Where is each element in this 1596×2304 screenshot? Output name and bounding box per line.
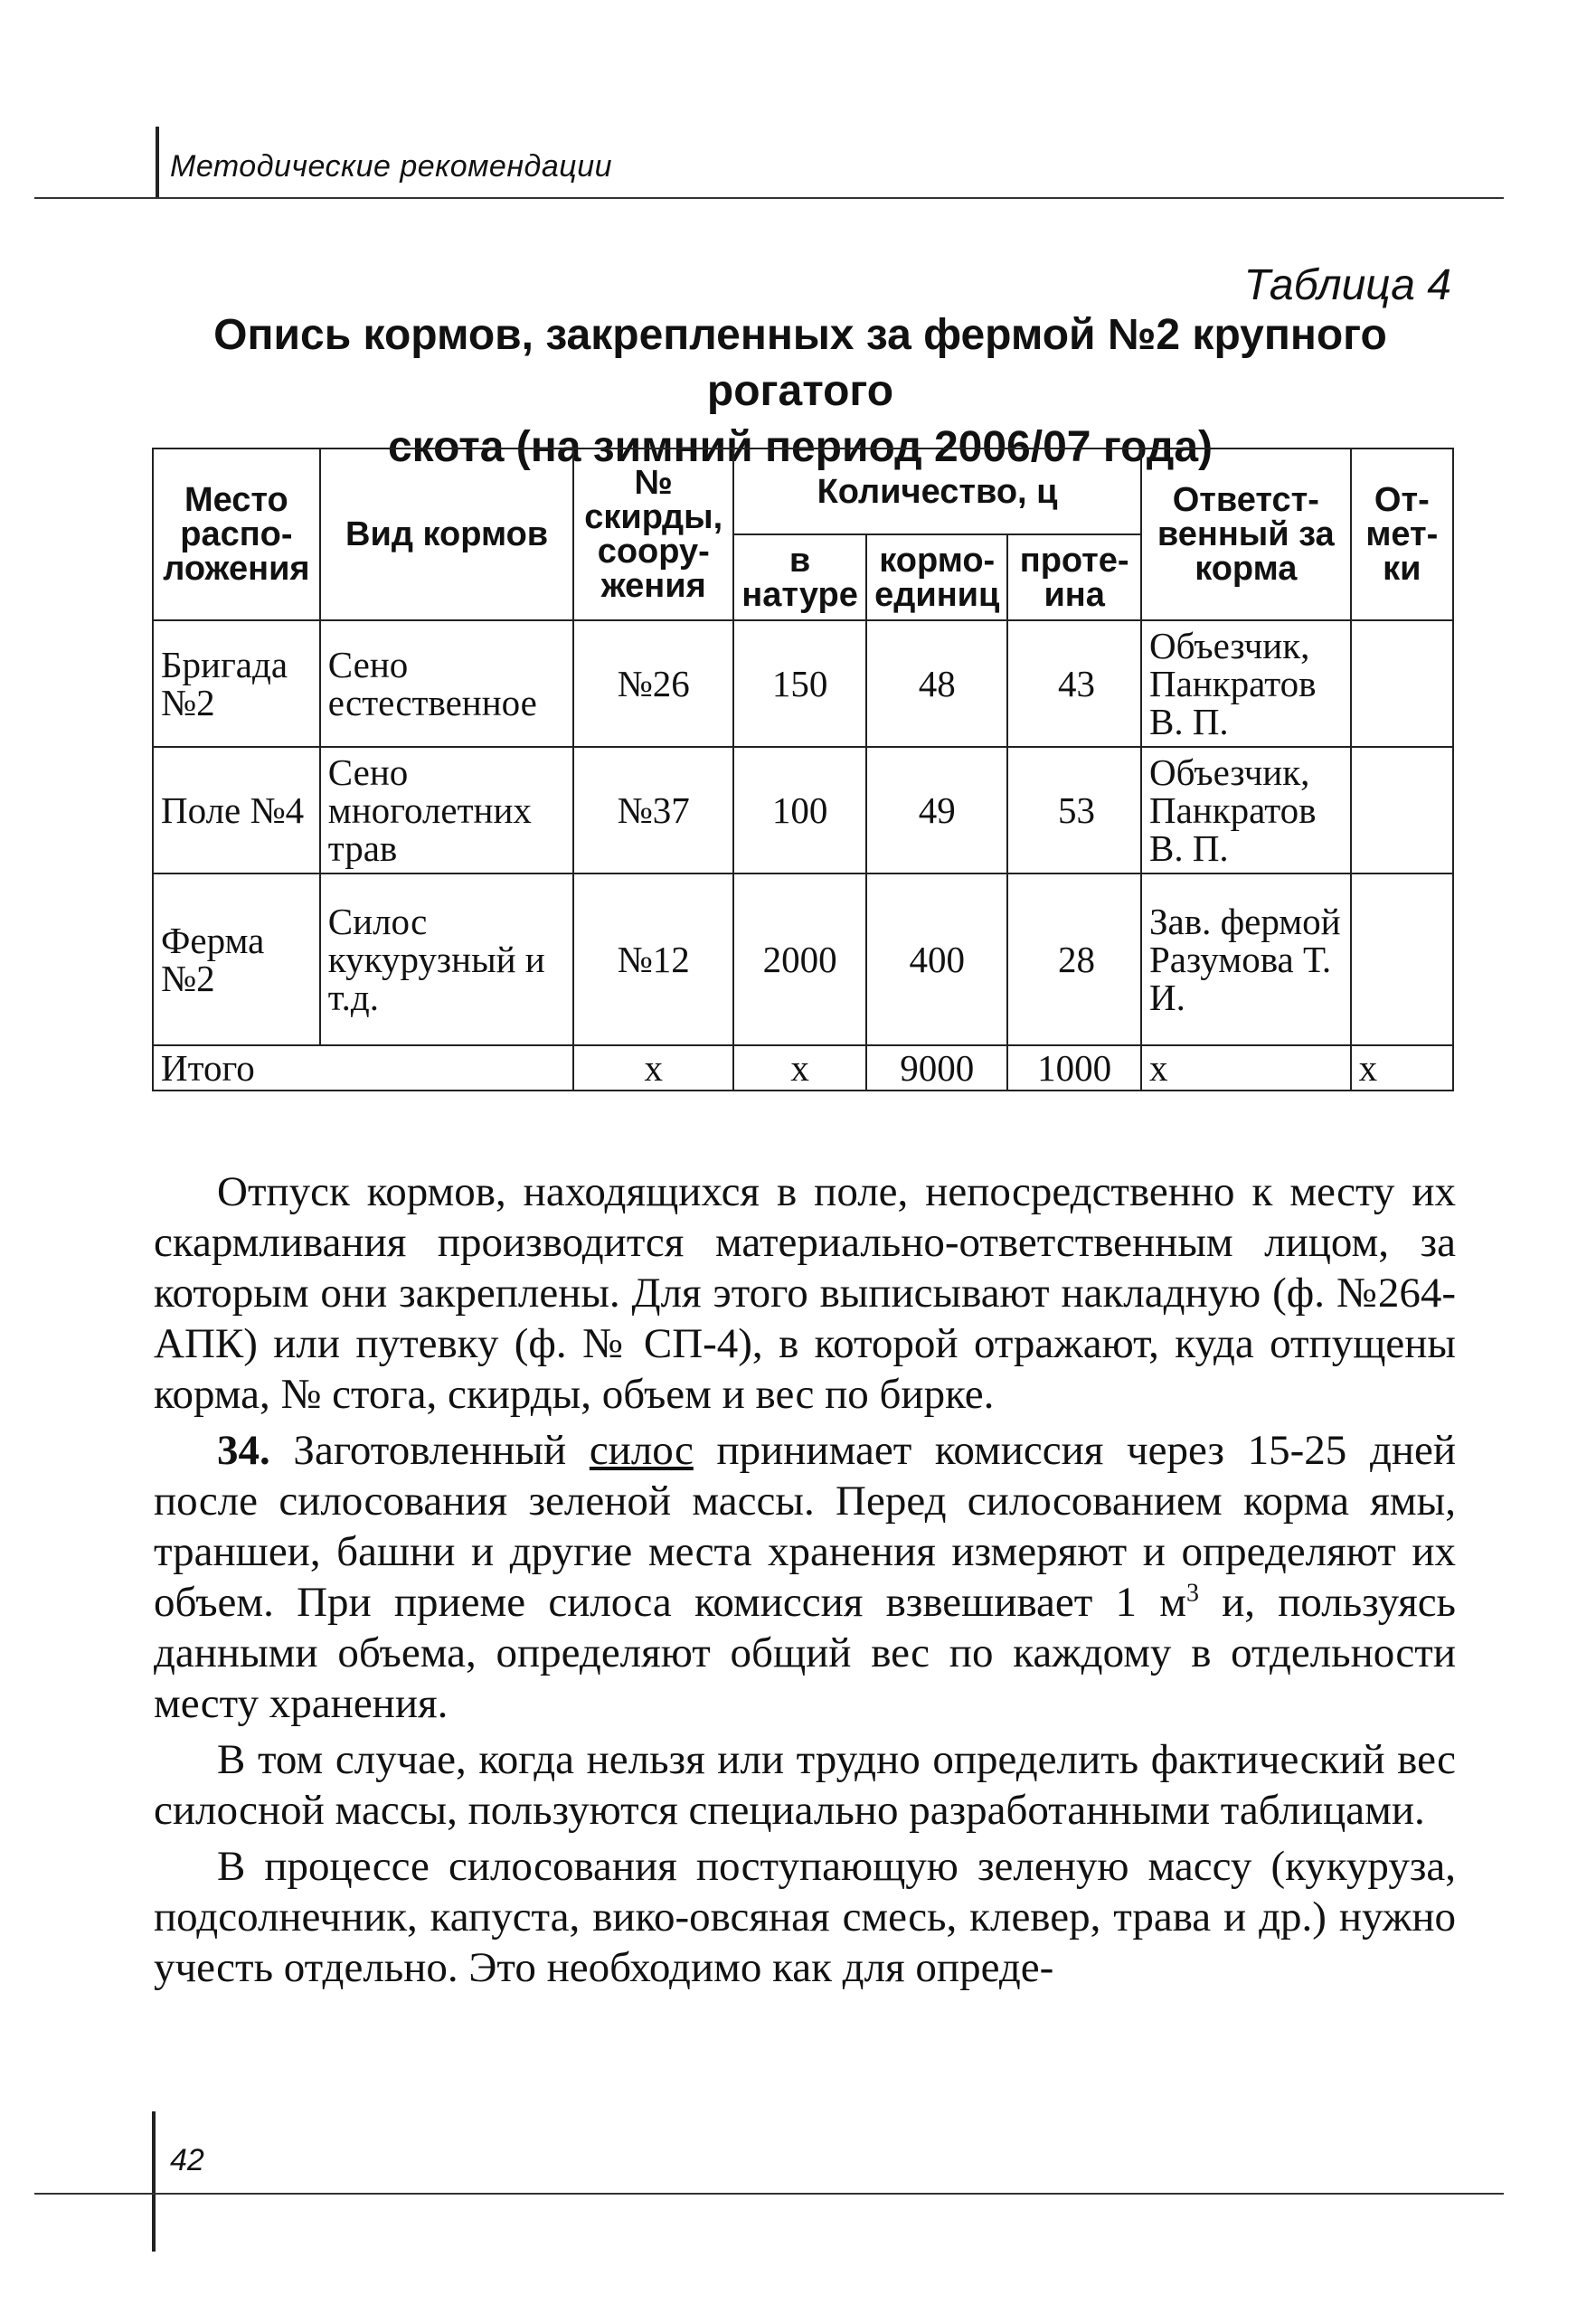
- cell-notes: [1351, 747, 1453, 873]
- cell-stack-no: №26: [573, 620, 733, 747]
- table-label: Таблица 4: [1243, 261, 1451, 309]
- header-stack-no: № скирды, соору-жения: [573, 449, 733, 620]
- table-title-line-2: скота (на зимний период 2006/07 года): [387, 423, 1214, 471]
- cell-stack-no: №12: [573, 873, 733, 1045]
- footer-vertical-rule: [152, 2111, 156, 2252]
- header-responsible: Ответст-венный за корма: [1141, 449, 1351, 620]
- table-row: [153, 873, 1453, 1045]
- paragraph-3: В том случае, когда нельзя или трудно определить фактический вес силосной массы, пользуются специально разработанными таблицами.: [154, 1736, 1456, 1834]
- cell-responsible: Зав. фермой Разумова Т. И.: [1141, 873, 1351, 1045]
- cell-location: Бригада №2: [153, 620, 320, 747]
- header-horizontal-rule: [34, 197, 1504, 199]
- header-vertical-rule: [156, 127, 159, 199]
- cell-protein: 28: [1007, 873, 1141, 1045]
- table-total-row: [153, 1045, 1453, 1091]
- header-protein: проте-ина: [1007, 534, 1141, 620]
- cube-superscript: 3: [1185, 1579, 1199, 1608]
- cell-location: Ферма №2: [153, 873, 320, 1045]
- cell-notes: [1351, 873, 1453, 1045]
- paragraph-2-part-a: Заготовленный: [293, 1427, 567, 1474]
- page-number: 42: [170, 2143, 204, 2177]
- header-quantity: Количество, ц: [733, 449, 1141, 534]
- cell-total-stack-no: х: [573, 1045, 733, 1091]
- body-text: [154, 1166, 1456, 1998]
- cell-feed-type: Сено многолетних трав: [320, 747, 574, 873]
- header-in-kind: в натуре: [733, 534, 866, 620]
- paragraph-2-part-b: принимает комиссия через 15-25 дней после силосования зеленой массы. Перед силосованием корма ямы, траншеи, башни и другие места хранения измеряют и определяют их объем. При приеме силоса комиссия взвешивает 1 м: [154, 1427, 1457, 1626]
- cell-total-notes: х: [1351, 1045, 1453, 1091]
- paragraph-2: [154, 1425, 1456, 1729]
- cell-in-kind: 2000: [733, 873, 866, 1045]
- paragraph-4: В процессе силосования поступающую зеленую массу (кукуруза, подсолнечник, капуста, вико-овсяная смесь, клевер, трава и др.) нужно учесть отдельно. Это необходимо как для опреде-: [154, 1843, 1456, 1991]
- footer-horizontal-rule: [34, 2193, 1504, 2195]
- feed-inventory-table: [152, 448, 1454, 1091]
- table-header-row: [153, 449, 1453, 534]
- cell-feed-type: Силос кукурузный и т.д.: [320, 873, 574, 1045]
- header-feed-type: Вид кормов: [320, 449, 574, 620]
- cell-protein: 43: [1007, 620, 1141, 747]
- paragraph-1: Отпуск кормов, находящихся в поле, непосредственно к месту их скармливания производится материально-ответственным лицом, за которым они закреплены. Для этого выписывают накладную (ф. №264-АПК) или путевку (ф. № СП-4), в которой отражают, куда отпущены корма, № стога, скирды, объем и вес по бирке.: [154, 1168, 1456, 1418]
- cell-feed-units: 400: [866, 873, 1007, 1045]
- cell-total-label: Итого: [153, 1045, 573, 1091]
- header-feed-units: кормо-единиц: [866, 534, 1007, 620]
- cell-feed-units: 49: [866, 747, 1007, 873]
- cell-total-in-kind: х: [733, 1045, 866, 1091]
- cell-protein: 53: [1007, 747, 1141, 873]
- paragraph-2-part-c: и, пользуясь данными объема, определяют общий вес по каждому в отдельности месту хранения.: [154, 1579, 1456, 1727]
- cell-location: Поле №4: [153, 747, 320, 873]
- silage-link[interactable]: силос: [589, 1427, 694, 1474]
- cell-responsible: Объезчик, Панкратов В. П.: [1141, 747, 1351, 873]
- cell-total-protein: 1000: [1007, 1045, 1141, 1091]
- header-location: Место распо-ложения: [153, 449, 320, 620]
- table-title-line-1: Опись кормов, закрепленных за фермой №2 крупного рогатого: [213, 311, 1387, 415]
- item-number: 34.: [217, 1427, 270, 1474]
- cell-in-kind: 100: [733, 747, 866, 873]
- cell-feed-type: Сено естественное: [320, 620, 574, 747]
- table-row: [153, 620, 1453, 747]
- header-notes: От-мет-ки: [1351, 449, 1453, 620]
- table-row: [153, 747, 1453, 873]
- running-title: Методические рекомендации: [170, 149, 613, 184]
- cell-feed-units: 48: [866, 620, 1007, 747]
- cell-responsible: Объезчик, Панкратов В. П.: [1141, 620, 1351, 747]
- cell-total-responsible: х: [1141, 1045, 1351, 1091]
- cell-stack-no: №37: [573, 747, 733, 873]
- cell-in-kind: 150: [733, 620, 866, 747]
- cell-notes: [1351, 620, 1453, 747]
- cell-total-feed-units: 9000: [866, 1045, 1007, 1091]
